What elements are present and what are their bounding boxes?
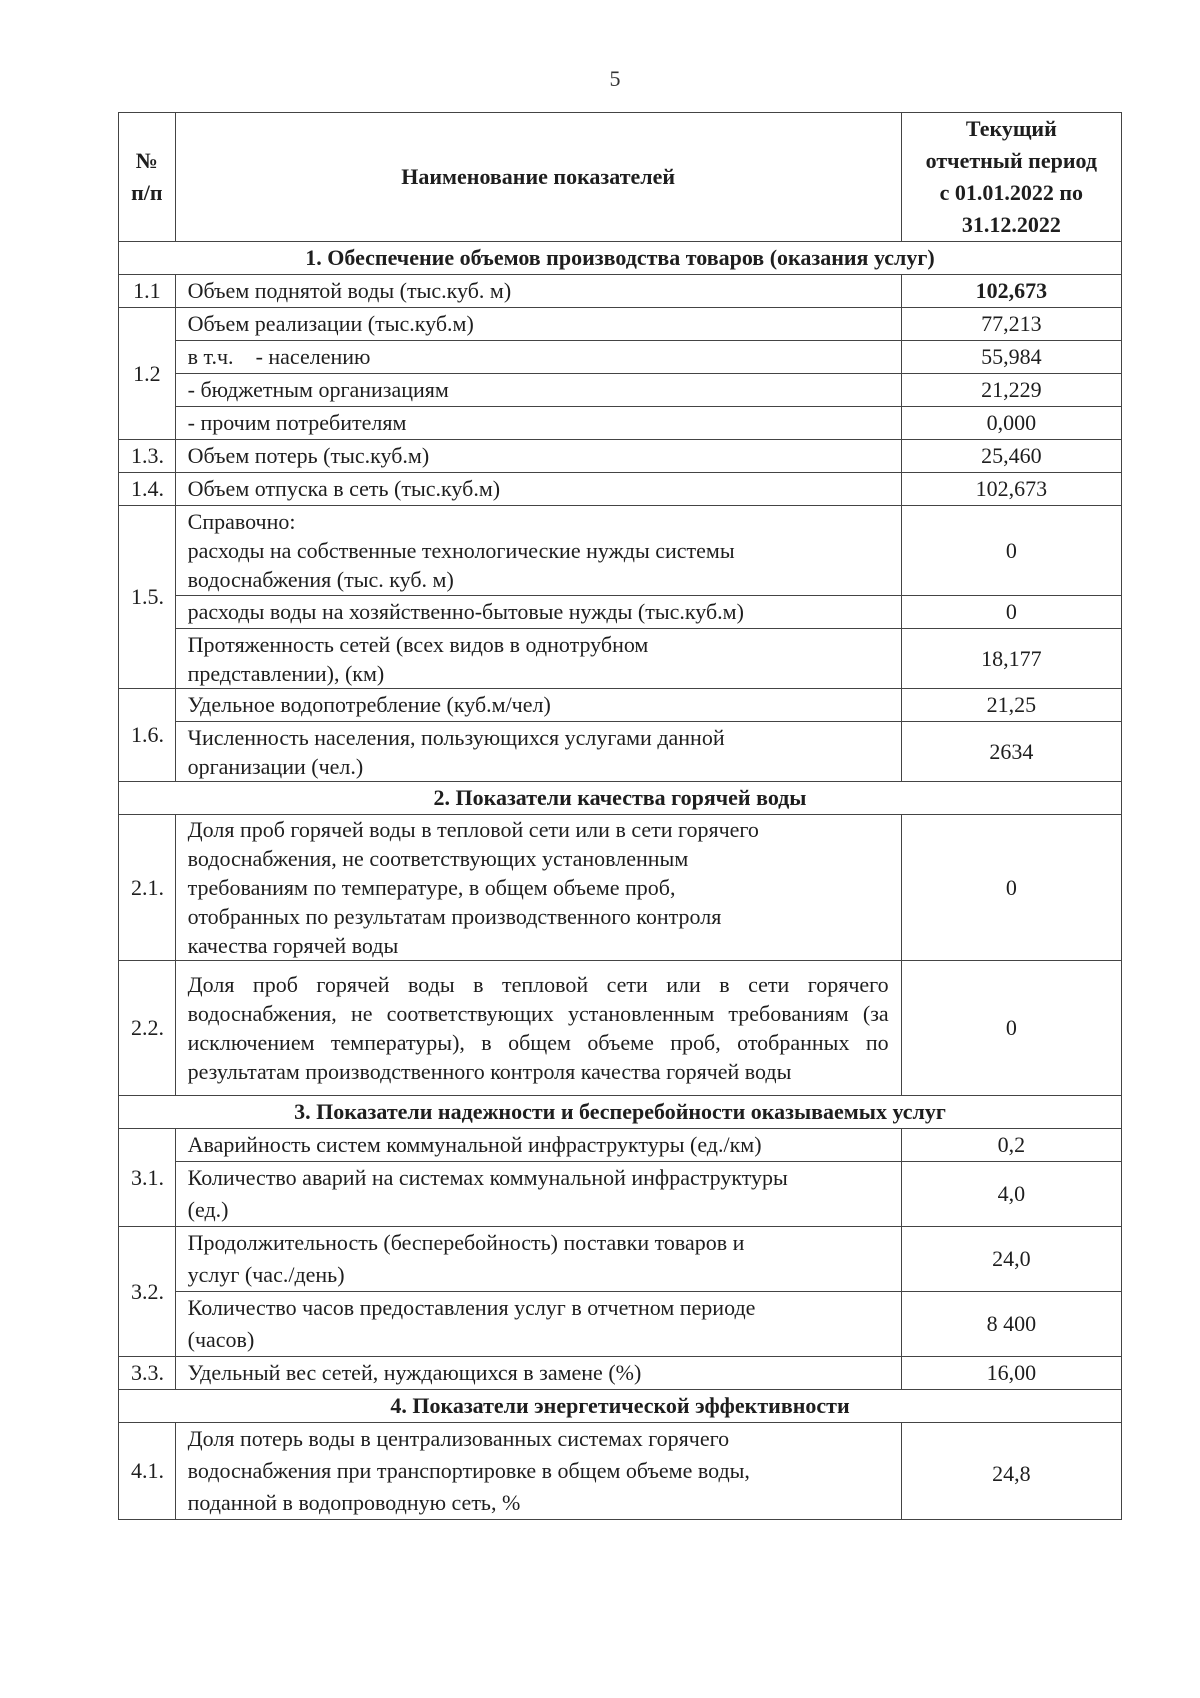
table-row xyxy=(119,722,1122,782)
section-row xyxy=(119,782,1122,815)
row-name xyxy=(175,1227,901,1292)
section-row xyxy=(119,242,1122,275)
table-row xyxy=(119,1357,1122,1390)
row-number: 1.5. xyxy=(119,506,176,689)
row-name-line: Количество часов предоставления услуг в отчетном периоде xyxy=(187,1295,756,1320)
row-number: 2.1. xyxy=(119,815,176,961)
row-name: Объем реализации (тыс.куб.м) xyxy=(175,308,901,341)
row-name-line: Протяженность сетей (всех видов в однотрубном xyxy=(187,631,649,657)
row-value: 21,25 xyxy=(901,689,1121,722)
row-number: 3.2. xyxy=(119,1227,176,1357)
table-row xyxy=(119,275,1122,308)
header-period-line: Текущий xyxy=(965,116,1057,141)
table-row xyxy=(119,596,1122,629)
table-row xyxy=(119,689,1122,722)
indicators-table xyxy=(118,112,1122,1520)
row-value: 24,8 xyxy=(901,1423,1121,1520)
header-period xyxy=(901,113,1121,242)
row-number: 2.2. xyxy=(119,961,176,1096)
section-row xyxy=(119,1096,1122,1129)
row-value: 8 400 xyxy=(901,1292,1121,1357)
row-number: 1.3. xyxy=(119,440,176,473)
row-name-line: требованиям по температуре, в общем объеме проб, xyxy=(187,875,676,900)
table-row xyxy=(119,961,1122,1096)
table-row xyxy=(119,473,1122,506)
row-number: 1.6. xyxy=(119,689,176,782)
table-row xyxy=(119,308,1122,341)
row-name: Объем потерь (тыс.куб.м) xyxy=(175,440,901,473)
row-value: 24,0 xyxy=(901,1227,1121,1292)
row-number: 3.3. xyxy=(119,1357,176,1390)
table-row xyxy=(119,1292,1122,1357)
row-name: - прочим потребителям xyxy=(175,407,901,440)
row-name xyxy=(175,815,901,961)
row-name: Объем поднятой воды (тыс.куб. м) xyxy=(175,275,901,308)
row-value: 102,673 xyxy=(901,473,1121,506)
row-name-line: Продолжительность (бесперебойность) поставки товаров и xyxy=(187,1230,745,1255)
table-row xyxy=(119,1129,1122,1162)
row-number: 3.1. xyxy=(119,1129,176,1227)
row-name-line: (часов) xyxy=(187,1327,255,1352)
table-row xyxy=(119,506,1122,596)
row-name-text: - населению xyxy=(255,344,371,369)
row-name-line: Доля проб горячей воды в тепловой сети или в сети горячего xyxy=(187,817,759,842)
row-value: 25,460 xyxy=(901,440,1121,473)
row-name xyxy=(175,506,901,596)
row-name xyxy=(175,722,901,782)
table-row xyxy=(119,440,1122,473)
row-name-line: водоснабжения (тыс. куб. м) xyxy=(187,567,454,592)
row-name xyxy=(175,629,901,689)
table-row xyxy=(119,341,1122,374)
table-row xyxy=(119,815,1122,961)
table-row xyxy=(119,407,1122,440)
row-name-line: Справочно: xyxy=(187,509,296,534)
table-row xyxy=(119,1423,1122,1520)
row-name-line: расходы на собственные технологические нужды системы xyxy=(187,538,735,563)
row-name: Удельное водопотребление (куб.м/чел) xyxy=(175,689,901,722)
row-name xyxy=(175,1423,901,1520)
row-number: 1.2 xyxy=(119,308,176,440)
row-name: - бюджетным организациям xyxy=(175,374,901,407)
row-name-line: водоснабжения, не соответствующих установленным xyxy=(187,846,689,871)
header-period-line: 31.12.2022 xyxy=(961,212,1061,237)
row-value: 2634 xyxy=(901,722,1121,782)
row-value: 102,673 xyxy=(901,275,1121,308)
row-value: 0 xyxy=(901,815,1121,961)
row-value: 0,000 xyxy=(901,407,1121,440)
section-title: 3. Показатели надежности и бесперебойности оказываемых услуг xyxy=(119,1096,1122,1129)
row-name-line: представлении), (км) xyxy=(187,660,385,686)
table-header-row xyxy=(119,113,1122,242)
row-value: 55,984 xyxy=(901,341,1121,374)
row-value: 16,00 xyxy=(901,1357,1121,1390)
row-name-prefix: в т.ч. xyxy=(187,344,234,369)
header-num: № п/п xyxy=(119,113,176,242)
section-title: 4. Показатели энергетической эффективности xyxy=(119,1390,1122,1423)
row-name-line: отобранных по результатам производственного контроля xyxy=(187,904,722,929)
row-name: Доля проб горячей воды в тепловой сети или в сети горячего водоснабжения, не соответствующих установленным требованиям (за исключением температуры), в общем объеме проб, отобранных по результатам производственного контроля качества горячей воды xyxy=(175,961,901,1096)
table-row xyxy=(119,1162,1122,1227)
row-value: 18,177 xyxy=(901,629,1121,689)
row-value: 21,229 xyxy=(901,374,1121,407)
row-name-line: организации (чел.) xyxy=(187,753,364,779)
row-name xyxy=(175,1162,901,1227)
row-name: Удельный вес сетей, нуждающихся в замене (%) xyxy=(175,1357,901,1390)
row-value: 0,2 xyxy=(901,1129,1121,1162)
row-number: 1.1 xyxy=(119,275,176,308)
row-name-line: качества горячей воды xyxy=(187,933,399,958)
row-name: Аварийность систем коммунальной инфраструктуры (ед./км) xyxy=(175,1129,901,1162)
header-name: Наименование показателей xyxy=(175,113,901,242)
row-number: 1.4. xyxy=(119,473,176,506)
row-name-line: Численность населения, пользующихся услугами данной xyxy=(187,724,725,750)
row-name-line: водоснабжения при транспортировке в общем объеме воды, xyxy=(187,1458,750,1483)
section-title: 2. Показатели качества горячей воды xyxy=(119,782,1122,815)
row-value: 0 xyxy=(901,596,1121,629)
row-value: 0 xyxy=(901,506,1121,596)
row-name-line: услуг (час./день) xyxy=(187,1262,345,1287)
row-value: 0 xyxy=(901,961,1121,1096)
table-row xyxy=(119,1227,1122,1292)
row-name: расходы воды на хозяйственно-бытовые нужды (тыс.куб.м) xyxy=(175,596,901,629)
table-row xyxy=(119,374,1122,407)
header-period-line: с 01.01.2022 по xyxy=(939,180,1084,205)
row-name xyxy=(175,341,901,374)
row-name-line: (ед.) xyxy=(187,1197,229,1222)
header-period-line: отчетный период xyxy=(925,148,1098,173)
row-value: 77,213 xyxy=(901,308,1121,341)
section-title: 1. Обеспечение объемов производства товаров (оказания услуг) xyxy=(119,242,1122,275)
page-number: 5 xyxy=(609,66,621,91)
row-value: 4,0 xyxy=(901,1162,1121,1227)
table-row xyxy=(119,629,1122,689)
row-name-line: Доля потерь воды в централизованных системах горячего xyxy=(187,1426,730,1451)
row-number: 4.1. xyxy=(119,1423,176,1520)
row-name xyxy=(175,1292,901,1357)
section-row xyxy=(119,1390,1122,1423)
row-name: Объем отпуска в сеть (тыс.куб.м) xyxy=(175,473,901,506)
row-name-line: Количество аварий на системах коммунальной инфраструктуры xyxy=(187,1165,788,1190)
row-name-line: поданной в водопроводную сеть, % xyxy=(187,1490,521,1515)
